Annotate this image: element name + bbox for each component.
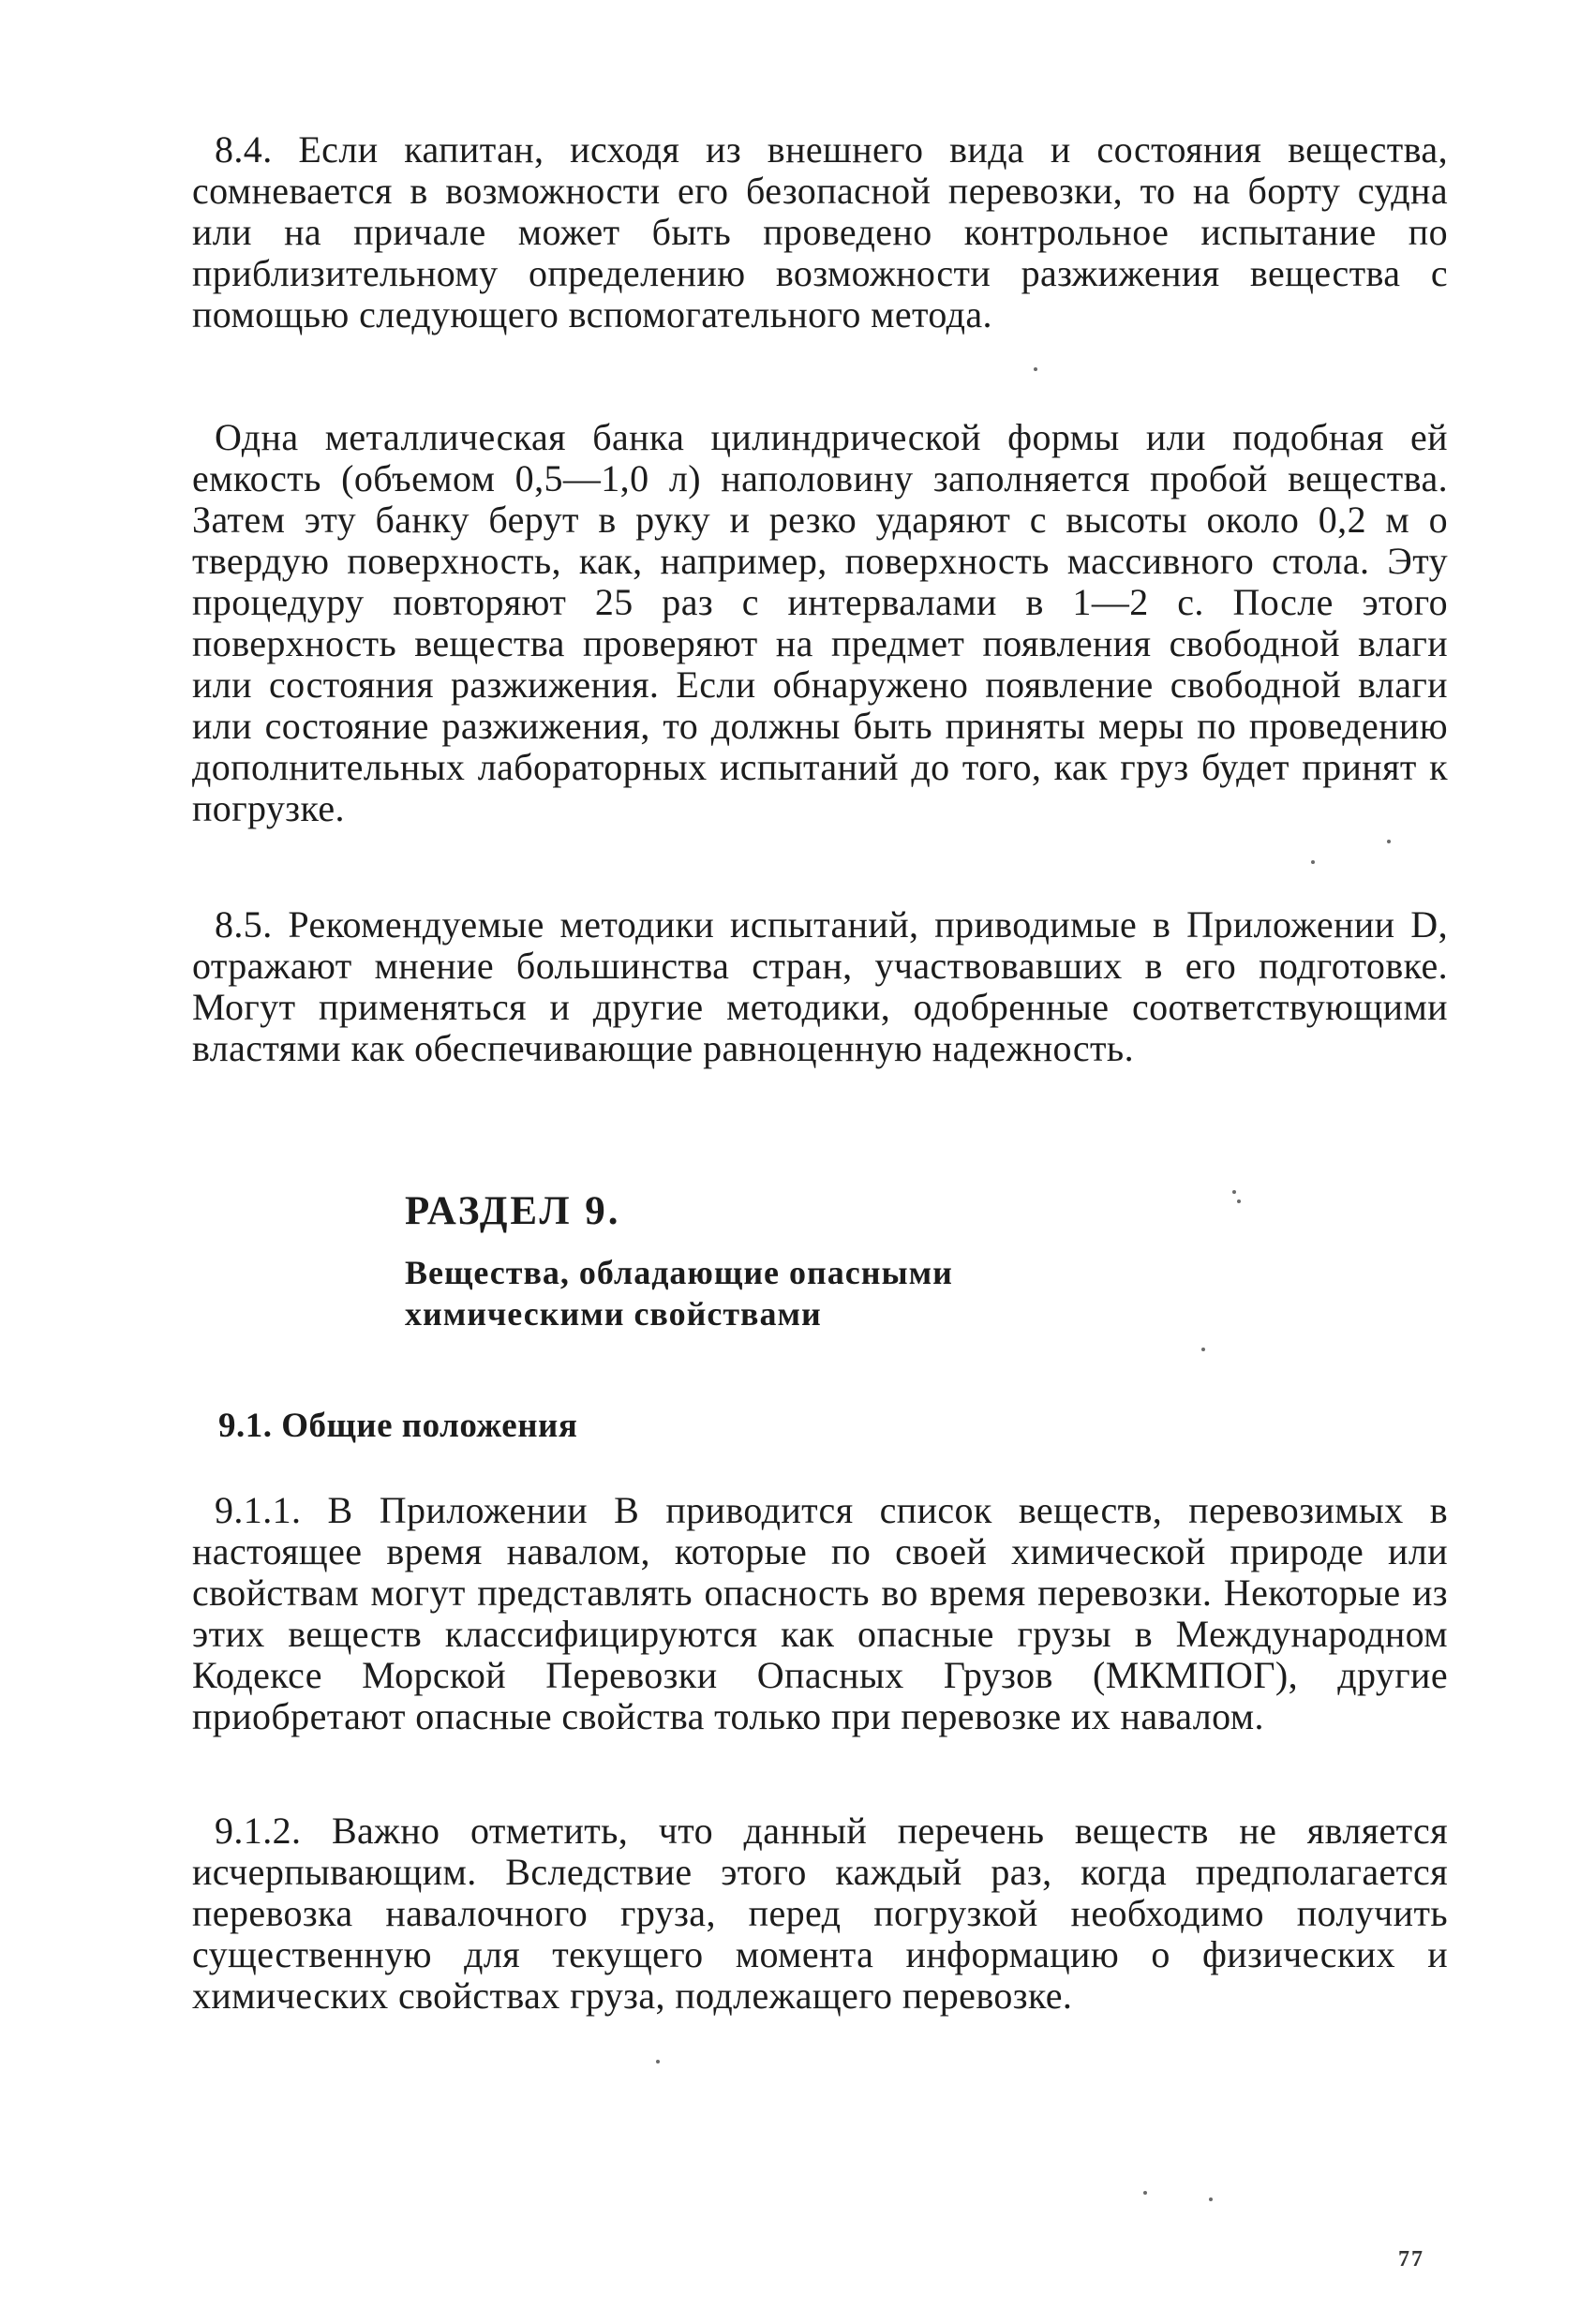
paragraph-9-1-2: 9.1.2. Важно отметить, что данный перечень веществ не является исчерпывающим. Вследствие этого каждый раз, когда предполагается перевозка навалочного груза, перед погрузкой необходимо получить существенную для текущего момента информацию о физических и химических свойствах груза, подлежащего перевозке. (192, 1810, 1448, 2017)
scan-speck (1311, 860, 1315, 864)
section-title-line-2: химическими свойствами (405, 1295, 822, 1333)
section-title (405, 1252, 1117, 1334)
paragraph-test-method: Одна металлическая банка цилиндрической формы или подобная ей емкость (объемом 0,5—1,0 л) наполовину заполняется пробой вещества. Затем эту банку берут в руку и резко ударяют с высоты около 0,2 м о твердую поверхность, как, например, поверхность массивного стола. Эту процедуру повторяют 25 раз с интервалами в 1—2 с. После этого поверхность вещества проверяют на предмет появления свободной влаги или состояния разжижения. Если обнаружено появление свободной влаги или состояние разжижения, то должны быть приняты меры по проведению дополнительных лабораторных испытаний до того, как груз будет принят к погрузке. (192, 416, 1448, 829)
scan-speck (1209, 2197, 1213, 2201)
subsection-heading: 9.1. Общие положения (218, 1407, 578, 1445)
scan-speck (656, 2060, 660, 2063)
section-title-line-1: Вещества, обладающие опасными (405, 1254, 953, 1291)
page-number: 77 (1398, 2247, 1424, 2272)
paragraph-8-4: 8.4. Если капитан, исходя из внешнего вида и состояния вещества, сомневается в возможности его безопасной перевозки, то на борту судна или на причале может быть проведено контрольное испытание по приблизительному определению возможности разжижения вещества с помощью следующего вспомогательного метода. (192, 128, 1448, 335)
scan-speck (1387, 840, 1391, 843)
paragraph-9-1-1: 9.1.1. В Приложении В приводится список веществ, перевозимых в настоящее время навалом, которые по своей химической природе или свойствам могут представлять опасность во время перевозки. Некоторые из этих веществ классифицируются как опасные грузы в Международном Кодексе Морской Перевозки Опасных Грузов (МКМПОГ), другие приобретают опасные свойства только при перевозке их навалом. (192, 1489, 1448, 1737)
scan-speck (1201, 1348, 1205, 1351)
scan-speck (1034, 367, 1037, 371)
scan-speck (1232, 1190, 1236, 1194)
scan-speck (1237, 1199, 1241, 1203)
paragraph-8-5: 8.5. Рекомендуемые методики испытаний, приводимые в Приложении D, отражают мнение большинства стран, участвовавших в его подготовке. Могут применяться и другие методики, одобренные соответствующими властями как обеспечивающие равноценную надежность. (192, 903, 1448, 1069)
section-number: РАЗДЕЛ 9. (405, 1189, 621, 1233)
scan-speck (1143, 2191, 1147, 2195)
